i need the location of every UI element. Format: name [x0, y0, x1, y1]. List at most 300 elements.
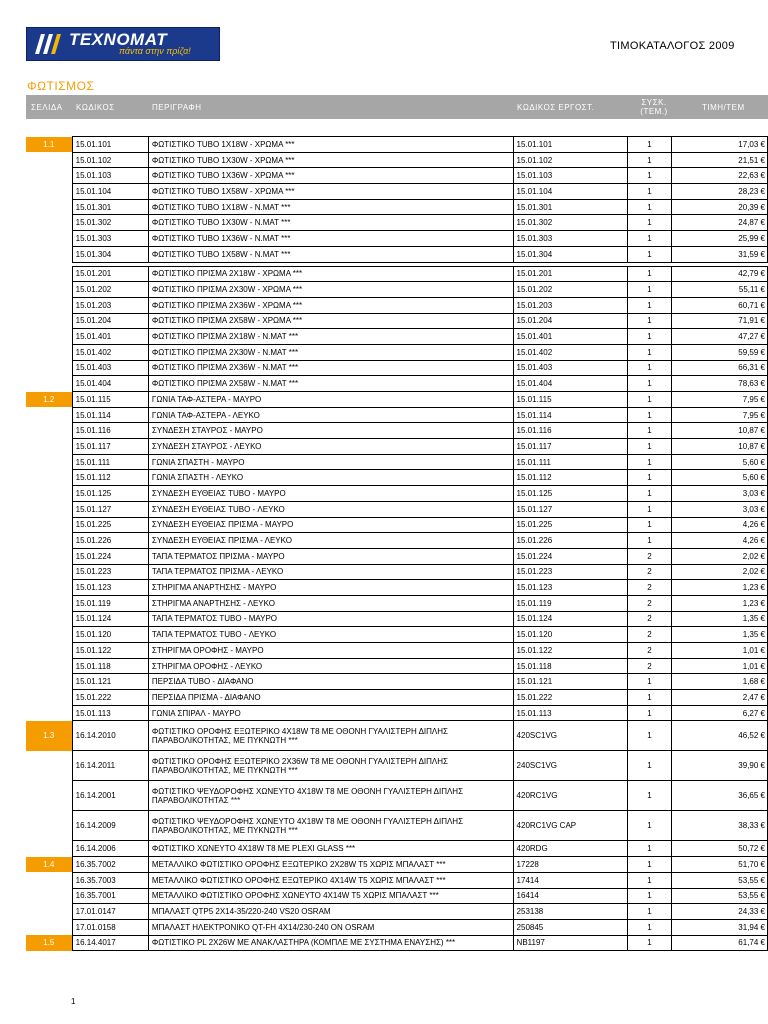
cell-factory-code: 15.01.223	[513, 564, 628, 580]
cell-factory-code: 15.01.119	[513, 595, 628, 611]
cell-price: 61,74 €	[671, 935, 767, 951]
cell-price: 4,26 €	[671, 533, 767, 549]
cell-page	[26, 282, 72, 298]
cell-factory-code: 253138	[513, 904, 628, 920]
cell-factory-code: 15.01.303	[513, 231, 628, 247]
page-number: 1	[71, 997, 76, 1006]
table-row	[26, 705, 768, 721]
cell-description: ΓΩΝΙΑ ΣΠΑΣΤΗ - ΜΑΥΡΟ	[148, 454, 513, 470]
cell-description: ΦΩΤΙΣΤΙΚΟ ΨΕΥΔΟΡΟΦΗΣ ΧΩΝΕΥΤΟ 4X18W T8 ΜΕ ΟΘΟΝΗ ΓΥΑΛΙΣΤΕΡΗ ΔΙΠΛΗΣ ΠΑΡΑΒΟΛΙΚΟΤΗΤΑΣ ***	[148, 781, 513, 811]
cell-price: 25,99 €	[671, 231, 767, 247]
cell-pack: 1	[628, 231, 671, 247]
cell-page	[26, 580, 72, 596]
cell-factory-code: NB1197	[513, 935, 628, 951]
cell-pack: 1	[628, 297, 671, 313]
cell-code: 15.01.104	[72, 184, 148, 200]
cell-code: 15.01.124	[72, 611, 148, 627]
cell-price: 10,87 €	[671, 423, 767, 439]
table-row	[26, 517, 768, 533]
cell-pack: 1	[628, 935, 671, 951]
cell-price: 1,35 €	[671, 611, 767, 627]
table-row	[26, 580, 768, 596]
cell-code: 16.14.2009	[72, 811, 148, 841]
table-row	[26, 501, 768, 517]
cell-price: 17,03 €	[671, 137, 767, 153]
column-header-factory-code: ΚΩΔΙΚΟΣ ΕΡΓΟΣΤ.	[517, 102, 595, 112]
cell-factory-code: 15.01.302	[513, 215, 628, 231]
cell-price: 55,11 €	[671, 282, 767, 298]
cell-pack: 1	[628, 392, 671, 408]
cell-pack: 1	[628, 344, 671, 360]
column-header-page: ΣΕΛΙΔΑ	[31, 102, 63, 112]
cell-page	[26, 246, 72, 262]
cell-page	[26, 517, 72, 533]
cell-price: 1,68 €	[671, 674, 767, 690]
table-row	[26, 392, 768, 408]
cell-code: 15.01.204	[72, 313, 148, 329]
cell-code: 15.01.304	[72, 246, 148, 262]
cell-page	[26, 564, 72, 580]
cell-code: 15.01.302	[72, 215, 148, 231]
cell-pack: 1	[628, 919, 671, 935]
cell-pack: 1	[628, 423, 671, 439]
cell-factory-code: 15.01.120	[513, 627, 628, 643]
cell-page	[26, 888, 72, 904]
table-row	[26, 168, 768, 184]
cell-code: 16.14.4017	[72, 935, 148, 951]
cell-page	[26, 329, 72, 345]
table-row	[26, 751, 768, 781]
column-header-pack	[632, 95, 676, 119]
cell-code: 15.01.224	[72, 548, 148, 564]
cell-pack: 1	[628, 470, 671, 486]
cell-code: 16.14.2011	[72, 751, 148, 781]
cell-code: 15.01.403	[72, 360, 148, 376]
cell-pack: 1	[628, 872, 671, 888]
cell-description: ΦΩΤΙΣΤΙΚΟ TUBO 1X30W - ΧΡΩΜΑ ***	[148, 152, 513, 168]
cell-factory-code: 250845	[513, 919, 628, 935]
cell-code: 16.35.7003	[72, 872, 148, 888]
cell-page	[26, 643, 72, 659]
cell-factory-code: 15.01.117	[513, 439, 628, 455]
cell-page	[26, 751, 72, 781]
table-row	[26, 137, 768, 153]
cell-code: 15.01.225	[72, 517, 148, 533]
cell-page	[26, 690, 72, 706]
cell-description: ΣΥΝΔΕΣΗ ΣΤΑΥΡΟΣ - ΛΕΥΚΟ	[148, 439, 513, 455]
cell-description: ΦΩΤΙΣΤΙΚΟ TUBO 1X30W - Ν.ΜΑΤ ***	[148, 215, 513, 231]
cell-pack: 1	[628, 721, 671, 751]
logo-brand: ТЕХNOMAT	[69, 30, 168, 49]
cell-pack: 2	[628, 643, 671, 659]
cell-code: 15.01.401	[72, 329, 148, 345]
cell-page	[26, 611, 72, 627]
cell-page	[26, 184, 72, 200]
cell-description: ΣΥΝΔΕΣΗ ΕΥΘΕΙΑΣ ΠΡΙΣΜΑ - ΜΑΥΡΟ	[148, 517, 513, 533]
cell-page: 1.3	[26, 721, 72, 751]
cell-description: ΦΩΤΙΣΤΙΚΟ ΨΕΥΔΟΡΟΦΗΣ ΧΩΝΕΥΤΟ 4X18W T8 ΜΕ ΟΘΟΝΗ ΓΥΑΛΙΣΤΕΡΗ ΔΙΠΛΗΣ ΠΑΡΑΒΟΛΙΚΟΤΗΤΑΣ, ΜΕ ΠΥΚΝΩΤΗ ***	[148, 811, 513, 841]
cell-pack: 1	[628, 407, 671, 423]
column-header-description: ΠΕΡΙΓΡΑΦΗ	[152, 102, 202, 112]
cell-page	[26, 313, 72, 329]
cell-factory-code: 15.01.102	[513, 152, 628, 168]
table-row	[26, 935, 768, 951]
cell-pack: 2	[628, 611, 671, 627]
cell-factory-code: 15.01.401	[513, 329, 628, 345]
cell-factory-code: 15.01.113	[513, 705, 628, 721]
cell-page	[26, 407, 72, 423]
cell-price: 2,02 €	[671, 564, 767, 580]
cell-price: 4,26 €	[671, 517, 767, 533]
cell-pack: 2	[628, 658, 671, 674]
cell-page	[26, 501, 72, 517]
cell-price: 46,52 €	[671, 721, 767, 751]
cell-pack: 1	[628, 439, 671, 455]
cell-code: 15.01.123	[72, 580, 148, 596]
cell-page	[26, 627, 72, 643]
cell-price: 42,79 €	[671, 266, 767, 282]
cell-page	[26, 152, 72, 168]
cell-pack: 1	[628, 137, 671, 153]
cell-page	[26, 674, 72, 690]
cell-description: ΣΤΗΡΙΓΜΑ ΟΡΟΦΗΣ - ΜΑΥΡΟ	[148, 643, 513, 659]
cell-pack: 1	[628, 282, 671, 298]
cell-pack: 1	[628, 454, 671, 470]
cell-description: ΤΑΠΑ ΤΕΡΜΑΤΟΣ TUBO - ΜΑΥΡΟ	[148, 611, 513, 627]
cell-factory-code: 15.01.116	[513, 423, 628, 439]
cell-factory-code: 15.01.203	[513, 297, 628, 313]
cell-description: ΣΤΗΡΙΓΜΑ ΟΡΟΦΗΣ - ΛΕΥΚΟ	[148, 658, 513, 674]
cell-code: 15.01.121	[72, 674, 148, 690]
cell-factory-code: 15.01.115	[513, 392, 628, 408]
cell-factory-code: 15.01.301	[513, 199, 628, 215]
table-row	[26, 231, 768, 247]
cell-price: 1,35 €	[671, 627, 767, 643]
cell-pack: 1	[628, 313, 671, 329]
cell-factory-code: 15.01.202	[513, 282, 628, 298]
cell-pack: 1	[628, 811, 671, 841]
table-row	[26, 904, 768, 920]
cell-page	[26, 266, 72, 282]
cell-description: ΦΩΤΙΣΤΙΚΟ ΟΡΟΦΗΣ ΕΞΩΤΕΡΙΚΟ 4X18W T8 ΜΕ ΟΘΟΝΗ ΓΥΑΛΙΣΤΕΡΗ ΔΙΠΛΗΣ ΠΑΡΑΒΟΛΙΚΟΤΗΤΑΣ, ΜΕ ΠΥΚΝΩΤΗ ***	[148, 721, 513, 751]
cell-price: 47,27 €	[671, 329, 767, 345]
cell-factory-code: 15.01.114	[513, 407, 628, 423]
cell-pack: 1	[628, 215, 671, 231]
cell-page	[26, 658, 72, 674]
cell-code: 15.01.404	[72, 376, 148, 392]
cell-page	[26, 376, 72, 392]
cell-price: 50,72 €	[671, 841, 767, 857]
cell-pack: 1	[628, 246, 671, 262]
cell-pack: 1	[628, 517, 671, 533]
cell-code: 15.01.103	[72, 168, 148, 184]
logo-mark-icon	[33, 32, 65, 56]
table-row	[26, 919, 768, 935]
table-row	[26, 282, 768, 298]
cell-pack: 1	[628, 360, 671, 376]
cell-code: 15.01.102	[72, 152, 148, 168]
cell-description: ΦΩΤΙΣΤΙΚΟ PL 2X26W ΜΕ ΑΝΑΚΛΑΣΤΗΡΑ (ΚΟΜΠΛΕ ΜΕ ΣΥΣΤΗΜΑ ΕΝΑΥΣΗΣ) ***	[148, 935, 513, 951]
cell-factory-code: 17414	[513, 872, 628, 888]
cell-description: ΤΑΠΑ ΤΕΡΜΑΤΟΣ TUBO - ΛΕΥΚΟ	[148, 627, 513, 643]
cell-description: ΜΕΤΑΛΛΙΚΟ ΦΩΤΙΣΤΙΚΟ ΟΡΟΦΗΣ ΧΩΝΕΥΤΟ 4X14W T5 ΧΩΡΙΣ ΜΠΑΛΑΣΤ ***	[148, 888, 513, 904]
cell-page	[26, 811, 72, 841]
cell-code: 15.01.226	[72, 533, 148, 549]
cell-code: 15.01.223	[72, 564, 148, 580]
cell-code: 15.01.114	[72, 407, 148, 423]
table-row	[26, 658, 768, 674]
table-row	[26, 486, 768, 502]
cell-pack: 1	[628, 199, 671, 215]
table-row	[26, 266, 768, 282]
cell-code: 16.35.7002	[72, 857, 148, 873]
cell-price: 22,63 €	[671, 168, 767, 184]
cell-factory-code: 240SC1VG	[513, 751, 628, 781]
cell-pack: 1	[628, 168, 671, 184]
cell-code: 15.01.113	[72, 705, 148, 721]
cell-code: 15.01.117	[72, 439, 148, 455]
cell-page	[26, 215, 72, 231]
cell-description: ΣΥΝΔΕΣΗ ΕΥΘΕΙΑΣ TUBO - ΜΑΥΡΟ	[148, 486, 513, 502]
cell-description: ΦΩΤΙΣΤΙΚΟ TUBO 1X18W - Ν.ΜΑΤ ***	[148, 199, 513, 215]
cell-price: 2,02 €	[671, 548, 767, 564]
cell-description: ΣΥΝΔΕΣΗ ΕΥΘΕΙΑΣ ΠΡΙΣΜΑ - ΛΕΥΚΟ	[148, 533, 513, 549]
cell-price: 36,65 €	[671, 781, 767, 811]
cell-pack: 1	[628, 888, 671, 904]
table-row	[26, 246, 768, 262]
cell-page: 1.5	[26, 935, 72, 951]
cell-description: ΦΩΤΙΣΤΙΚΟ TUBO 1X58W - Ν.ΜΑΤ ***	[148, 246, 513, 262]
cell-code: 15.01.202	[72, 282, 148, 298]
cell-code: 15.01.125	[72, 486, 148, 502]
cell-price: 53,55 €	[671, 872, 767, 888]
cell-price: 1,23 €	[671, 595, 767, 611]
cell-description: ΦΩΤΙΣΤΙΚΟ ΠΡΙΣΜΑ 2X30W - ΧΡΩΜΑ ***	[148, 282, 513, 298]
cell-factory-code: 15.01.304	[513, 246, 628, 262]
cell-price: 38,33 €	[671, 811, 767, 841]
cell-description: ΦΩΤΙΣΤΙΚΟ ΧΩΝΕΥΤΟ 4X18W T8 ΜΕ PLEXI GLASS ***	[148, 841, 513, 857]
cell-price: 5,60 €	[671, 470, 767, 486]
cell-page	[26, 841, 72, 857]
table-row	[26, 376, 768, 392]
cell-page	[26, 486, 72, 502]
table-row	[26, 627, 768, 643]
cell-price: 28,23 €	[671, 184, 767, 200]
cell-price: 1,01 €	[671, 643, 767, 659]
table-row	[26, 297, 768, 313]
cell-code: 15.01.303	[72, 231, 148, 247]
table-row	[26, 841, 768, 857]
cell-price: 3,03 €	[671, 486, 767, 502]
cell-pack: 1	[628, 904, 671, 920]
cell-page: 1.4	[26, 857, 72, 873]
cell-description: ΣΤΗΡΙΓΜΑ ΑΝΑΡΤΗΣΗΣ - ΛΕΥΚΟ	[148, 595, 513, 611]
cell-factory-code: 15.01.122	[513, 643, 628, 659]
table-row	[26, 454, 768, 470]
cell-code: 15.01.119	[72, 595, 148, 611]
cell-code: 15.01.101	[72, 137, 148, 153]
cell-price: 2,47 €	[671, 690, 767, 706]
cell-description: ΦΩΤΙΣΤΙΚΟ ΟΡΟΦΗΣ ΕΞΩΤΕΡΙΚΟ 2X36W T8 ΜΕ ΟΘΟΝΗ ΓΥΑΛΙΣΤΕΡΗ ΔΙΠΛΗΣ ΠΑΡΑΒΟΛΙΚΟΤΗΤΑΣ, ΜΕ ΠΥΚΝΩΤΗ ***	[148, 751, 513, 781]
cell-pack: 1	[628, 690, 671, 706]
cell-page	[26, 231, 72, 247]
cell-page	[26, 533, 72, 549]
cell-price: 31,94 €	[671, 919, 767, 935]
cell-page	[26, 705, 72, 721]
cell-price: 7,95 €	[671, 407, 767, 423]
cell-code: 16.14.2010	[72, 721, 148, 751]
cell-description: ΦΩΤΙΣΤΙΚΟ ΠΡΙΣΜΑ 2X36W - ΧΡΩΜΑ ***	[148, 297, 513, 313]
cell-page	[26, 423, 72, 439]
cell-description: ΦΩΤΙΣΤΙΚΟ ΠΡΙΣΜΑ 2X18W - ΧΡΩΜΑ ***	[148, 266, 513, 282]
cell-description: ΣΤΗΡΙΓΜΑ ΑΝΑΡΤΗΣΗΣ - ΜΑΥΡΟ	[148, 580, 513, 596]
table-row	[26, 674, 768, 690]
cell-factory-code: 15.01.112	[513, 470, 628, 486]
cell-description: ΓΩΝΙΑ ΤΑΦ-ΑΣΤΕΡΑ - ΛΕΥΚΟ	[148, 407, 513, 423]
cell-pack: 2	[628, 580, 671, 596]
cell-price: 51,70 €	[671, 857, 767, 873]
table-row	[26, 595, 768, 611]
cell-factory-code: 15.01.118	[513, 658, 628, 674]
cell-description: ΦΩΤΙΣΤΙΚΟ TUBO 1X58W - ΧΡΩΜΑ ***	[148, 184, 513, 200]
cell-pack: 1	[628, 857, 671, 873]
cell-description: ΣΥΝΔΕΣΗ ΣΤΑΥΡΟΣ - ΜΑΥΡΟ	[148, 423, 513, 439]
table-row	[26, 721, 768, 751]
cell-pack: 1	[628, 184, 671, 200]
cell-page	[26, 595, 72, 611]
cell-code: 15.01.111	[72, 454, 148, 470]
cell-pack: 1	[628, 674, 671, 690]
cell-description: ΠΕΡΣΙΔΑ ΠΡΙΣΜΑ - ΔΙΑΦΑΝΟ	[148, 690, 513, 706]
cell-code: 15.01.127	[72, 501, 148, 517]
cell-factory-code: 15.01.226	[513, 533, 628, 549]
cell-factory-code: 15.01.124	[513, 611, 628, 627]
table-row	[26, 643, 768, 659]
cell-code: 15.01.201	[72, 266, 148, 282]
cell-description: ΠΕΡΣΙΔΑ TUBO - ΔΙΑΦΑΝΟ	[148, 674, 513, 690]
cell-pack: 2	[628, 627, 671, 643]
table-row	[26, 329, 768, 345]
cell-factory-code: 420RDG	[513, 841, 628, 857]
cell-price: 7,95 €	[671, 392, 767, 408]
cell-pack: 2	[628, 595, 671, 611]
cell-factory-code: 15.01.125	[513, 486, 628, 502]
cell-description: ΜΠΑΛΑΣΤ ΗΛΕΚΤΡΟΝΙΚΟ QT-FH 4X14/230-240 ΟΝ OSRAM	[148, 919, 513, 935]
cell-price: 6,27 €	[671, 705, 767, 721]
cell-pack: 1	[628, 486, 671, 502]
cell-factory-code: 420RC1VG	[513, 781, 628, 811]
cell-page	[26, 919, 72, 935]
cell-page	[26, 360, 72, 376]
cell-factory-code: 15.01.225	[513, 517, 628, 533]
cell-factory-code: 15.01.402	[513, 344, 628, 360]
cell-price: 53,55 €	[671, 888, 767, 904]
table-row	[26, 470, 768, 486]
cell-description: ΦΩΤΙΣΤΙΚΟ TUBO 1X36W - ΧΡΩΜΑ ***	[148, 168, 513, 184]
cell-page	[26, 454, 72, 470]
cell-factory-code: 15.01.222	[513, 690, 628, 706]
cell-factory-code: 15.01.224	[513, 548, 628, 564]
table-row	[26, 439, 768, 455]
cell-pack: 1	[628, 751, 671, 781]
cell-code: 15.01.222	[72, 690, 148, 706]
cell-factory-code: 15.01.104	[513, 184, 628, 200]
cell-factory-code: 15.01.201	[513, 266, 628, 282]
cell-code: 16.35.7001	[72, 888, 148, 904]
cell-price: 5,60 €	[671, 454, 767, 470]
table-row	[26, 611, 768, 627]
cell-description: ΜΕΤΑΛΛΙΚΟ ΦΩΤΙΣΤΙΚΟ ΟΡΟΦΗΣ ΕΞΩΤΕΡΙΚΟ 2X28W T5 ΧΩΡΙΣ ΜΠΑΛΑΣΤ ***	[148, 857, 513, 873]
cell-page	[26, 168, 72, 184]
cell-page	[26, 470, 72, 486]
cell-description: ΣΥΝΔΕΣΗ ΕΥΘΕΙΑΣ TUBO - ΛΕΥΚΟ	[148, 501, 513, 517]
cell-factory-code: 15.01.101	[513, 137, 628, 153]
cell-price: 31,59 €	[671, 246, 767, 262]
table-row	[26, 215, 768, 231]
cell-code: 16.14.2006	[72, 841, 148, 857]
cell-price: 3,03 €	[671, 501, 767, 517]
cell-price: 39,90 €	[671, 751, 767, 781]
table-row	[26, 548, 768, 564]
cell-factory-code: 15.01.404	[513, 376, 628, 392]
cell-page	[26, 781, 72, 811]
cell-description: ΦΩΤΙΣΤΙΚΟ ΠΡΙΣΜΑ 2X18W - Ν.ΜΑΤ ***	[148, 329, 513, 345]
cell-description: ΦΩΤΙΣΤΙΚΟ ΠΡΙΣΜΑ 2X30W - Ν.ΜΑΤ ***	[148, 344, 513, 360]
cell-factory-code: 420SC1VG	[513, 721, 628, 751]
cell-description: ΓΩΝΙΑ ΣΠΙΡΑΛ - ΜΑΥΡΟ	[148, 705, 513, 721]
cell-factory-code: 15.01.123	[513, 580, 628, 596]
cell-code: 17.01.0147	[72, 904, 148, 920]
cell-factory-code: 15.01.111	[513, 454, 628, 470]
table-row	[26, 533, 768, 549]
cell-pack: 1	[628, 705, 671, 721]
cell-page	[26, 297, 72, 313]
cell-code: 15.01.118	[72, 658, 148, 674]
cell-code: 15.01.402	[72, 344, 148, 360]
table-row	[26, 872, 768, 888]
cell-factory-code: 15.01.127	[513, 501, 628, 517]
table-row	[26, 360, 768, 376]
table-row	[26, 344, 768, 360]
cell-pack: 1	[628, 501, 671, 517]
cell-pack: 1	[628, 152, 671, 168]
cell-page: 1.2	[26, 392, 72, 408]
cell-description: ΤΑΠΑ ΤΕΡΜΑΤΟΣ ΠΡΙΣΜΑ - ΜΑΥΡΟ	[148, 548, 513, 564]
cell-code: 15.01.115	[72, 392, 148, 408]
cell-page	[26, 439, 72, 455]
cell-factory-code: 15.01.103	[513, 168, 628, 184]
cell-code: 15.01.203	[72, 297, 148, 313]
document-title: ΤΙΜΟΚΑΤΑΛΟΓΟΣ 2009	[610, 40, 735, 52]
cell-price: 1,23 €	[671, 580, 767, 596]
table-row	[26, 564, 768, 580]
cell-price: 59,59 €	[671, 344, 767, 360]
cell-price: 78,63 €	[671, 376, 767, 392]
cell-pack: 1	[628, 266, 671, 282]
cell-factory-code: 420RC1VG CAP	[513, 811, 628, 841]
cell-description: ΦΩΤΙΣΤΙΚΟ ΠΡΙΣΜΑ 2X58W - ΧΡΩΜΑ ***	[148, 313, 513, 329]
logo-slogan: πάντα στην πρίζα!	[119, 46, 191, 56]
cell-pack: 2	[628, 564, 671, 580]
cell-description: ΜΕΤΑΛΛΙΚΟ ΦΩΤΙΣΤΙΚΟ ΟΡΟΦΗΣ ΕΞΩΤΕΡΙΚΟ 4X14W T5 ΧΩΡΙΣ ΜΠΑΛΑΣΤ ***	[148, 872, 513, 888]
table-row	[26, 313, 768, 329]
cell-pack: 1	[628, 841, 671, 857]
cell-price: 60,71 €	[671, 297, 767, 313]
cell-pack: 1	[628, 781, 671, 811]
table-row	[26, 888, 768, 904]
cell-code: 17.01.0158	[72, 919, 148, 935]
table-row	[26, 811, 768, 841]
